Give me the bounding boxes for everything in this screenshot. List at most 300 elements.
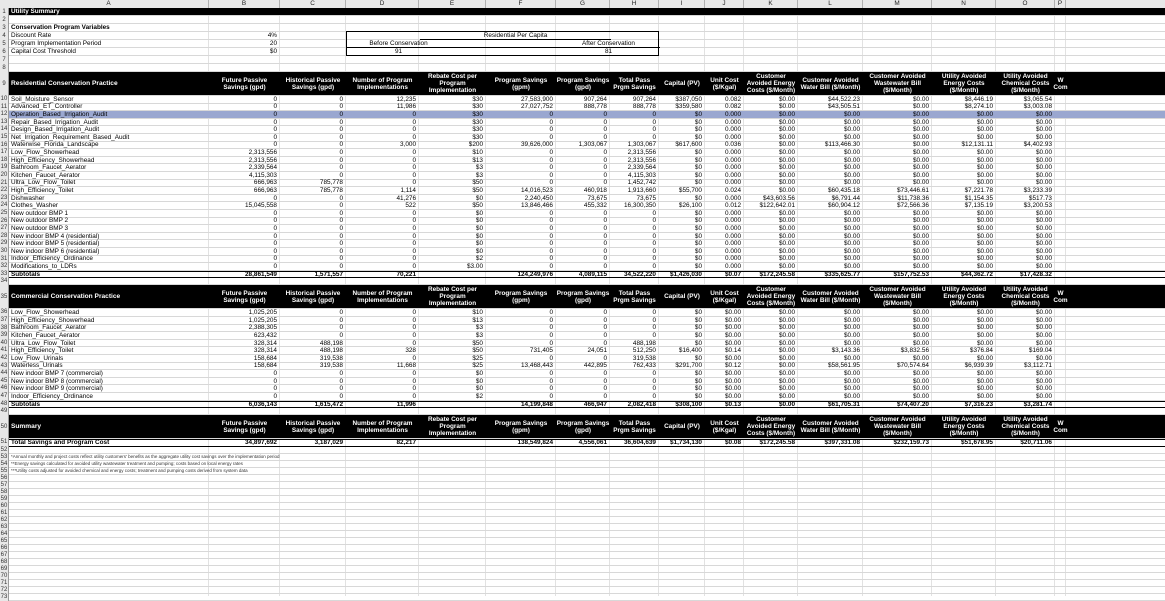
value-cell[interactable]: $0.00	[779, 224, 795, 232]
column-header-l[interactable]: L	[798, 0, 863, 8]
value-cell[interactable]: $0.00	[844, 232, 860, 240]
value-cell[interactable]: $44,362.72	[961, 271, 993, 279]
value-cell[interactable]: $0.00	[1036, 179, 1052, 187]
value-cell[interactable]: 0	[652, 331, 656, 339]
value-cell[interactable]: $1,426,030	[670, 271, 702, 279]
row-number[interactable]: 56	[0, 474, 8, 481]
value-cell[interactable]: $0.00	[977, 339, 993, 347]
value-cell[interactable]: $0	[475, 224, 483, 232]
value-cell[interactable]: $0	[694, 224, 702, 232]
value-cell[interactable]: $0.00	[844, 309, 860, 317]
value-cell[interactable]: 0	[339, 240, 343, 248]
column-header-c[interactable]: C	[280, 0, 346, 8]
value-cell[interactable]: 0	[652, 262, 656, 270]
value-cell[interactable]: $172,245.58	[759, 439, 795, 447]
row-number[interactable]: 23	[0, 194, 8, 201]
practice-name[interactable]: New outdoor BMP 2	[11, 217, 69, 225]
value-cell[interactable]: $0.00	[779, 171, 795, 179]
value-cell[interactable]: 158,684	[253, 354, 277, 362]
value-cell[interactable]: 41,276	[396, 194, 416, 202]
value-cell[interactable]: 0.000	[725, 262, 741, 270]
value-cell[interactable]: 4,556,061	[578, 439, 607, 447]
value-cell[interactable]: 4,115,303	[628, 171, 656, 179]
value-cell[interactable]: 0.000	[725, 171, 741, 179]
value-cell[interactable]: 0	[603, 133, 607, 141]
value-cell[interactable]: 0	[412, 309, 416, 317]
row-number[interactable]: 5	[0, 40, 9, 48]
value-cell[interactable]: $0.00	[779, 179, 795, 187]
row-number[interactable]: 58	[0, 488, 8, 495]
value-cell[interactable]: $11,738.36	[897, 194, 929, 202]
practice-name[interactable]: Indoor_Efficiency_Ordinance	[11, 392, 93, 400]
practice-name[interactable]: New indoor BMP 9 (commercial)	[11, 385, 103, 393]
value-cell[interactable]: 16,300,350	[624, 202, 656, 210]
value-cell[interactable]: $0	[694, 133, 702, 141]
value-cell[interactable]: $0	[475, 217, 483, 225]
row-number[interactable]: 51	[0, 439, 8, 446]
practice-name[interactable]: Low_Flow_Showerhead	[11, 309, 80, 317]
value-cell[interactable]: 0.000	[725, 232, 741, 240]
value-cell[interactable]: $0.00	[779, 164, 795, 172]
value-cell[interactable]: $0.00	[1036, 324, 1052, 332]
value-cell[interactable]: 0	[412, 217, 416, 225]
practice-name[interactable]: New indoor BMP 4 (residential)	[11, 232, 100, 240]
value-cell[interactable]: $0.00	[1036, 148, 1052, 156]
value-cell[interactable]: 0	[273, 194, 277, 202]
value-cell[interactable]: $0.00	[977, 255, 993, 263]
value-cell[interactable]: $60,904.12	[828, 202, 860, 210]
value-cell[interactable]: 0.000	[725, 164, 741, 172]
value-cell[interactable]: 0	[273, 385, 277, 393]
value-cell[interactable]: 73,675	[636, 194, 656, 202]
value-cell[interactable]: $3,143.36	[831, 347, 860, 355]
value-cell[interactable]: $0.00	[1036, 217, 1052, 225]
value-cell[interactable]: 0	[412, 339, 416, 347]
value-cell[interactable]: $0	[694, 164, 702, 172]
value-cell[interactable]: $0.00	[1036, 369, 1052, 377]
value-cell[interactable]: $0.00	[1036, 392, 1052, 400]
row-number[interactable]: 15	[0, 134, 8, 140]
value-cell[interactable]: $0.00	[779, 369, 795, 377]
value-cell[interactable]: 0.000	[725, 126, 741, 134]
value-cell[interactable]: $3,200.53	[1023, 202, 1052, 210]
value-cell[interactable]: $0.00	[779, 110, 795, 118]
row-number[interactable]: 39	[0, 332, 8, 339]
value-cell[interactable]: 0	[603, 217, 607, 225]
value-cell[interactable]: 328,314	[253, 339, 277, 347]
value-cell[interactable]: $0.00	[1036, 377, 1052, 385]
value-cell[interactable]: $0.00	[913, 164, 929, 172]
value-cell[interactable]: 11,996	[396, 400, 416, 408]
row-number[interactable]: 52	[0, 446, 8, 453]
value-cell[interactable]: 328	[405, 347, 416, 355]
row-number[interactable]: 46	[0, 385, 8, 392]
value-cell[interactable]: 785,778	[319, 186, 343, 194]
value-cell[interactable]: 0	[652, 369, 656, 377]
value-cell[interactable]: $0.00	[779, 392, 795, 400]
value-cell[interactable]: $0	[694, 331, 702, 339]
value-cell[interactable]: $0.00	[779, 385, 795, 393]
value-cell[interactable]: $0.00	[725, 331, 741, 339]
value-cell[interactable]: $359,580	[675, 103, 702, 111]
value-cell[interactable]: $0.00	[844, 171, 860, 179]
value-cell[interactable]: 73,675	[587, 194, 607, 202]
value-cell[interactable]: 0	[549, 133, 553, 141]
value-cell[interactable]: 0	[652, 316, 656, 324]
value-cell[interactable]: $50	[472, 339, 483, 347]
value-cell[interactable]: $0.00	[725, 369, 741, 377]
value-cell[interactable]: $0.00	[977, 148, 993, 156]
column-header-e[interactable]: E	[419, 0, 486, 8]
practice-name[interactable]: New indoor BMP 7 (commercial)	[11, 369, 103, 377]
practice-name[interactable]: High_Efficiency_Showerhead	[11, 156, 95, 164]
value-cell[interactable]: $376.84	[969, 347, 993, 355]
value-cell[interactable]: 0	[603, 179, 607, 187]
value-cell[interactable]: 0	[412, 110, 416, 118]
value-cell[interactable]: 0	[339, 392, 343, 400]
value-cell[interactable]: 0	[339, 209, 343, 217]
value-cell[interactable]: $30	[472, 133, 483, 141]
row-number[interactable]: 48	[0, 400, 8, 407]
value-cell[interactable]: 0	[603, 240, 607, 248]
practice-name[interactable]: Waterless_Urinals	[11, 362, 63, 370]
value-cell[interactable]: 0	[603, 156, 607, 164]
value-cell[interactable]: $232,159.73	[893, 439, 929, 447]
value-cell[interactable]: $0.00	[779, 141, 795, 149]
value-cell[interactable]: $0	[694, 262, 702, 270]
value-cell[interactable]: $61,705.31	[828, 400, 860, 408]
value-cell[interactable]: $0.00	[844, 126, 860, 134]
variable-value[interactable]: 20	[269, 40, 277, 47]
value-cell[interactable]: 0.082	[725, 95, 741, 103]
row-number[interactable]: 35	[0, 285, 9, 309]
value-cell[interactable]: 0	[603, 262, 607, 270]
value-cell[interactable]: 0	[339, 126, 343, 134]
value-cell[interactable]: $0	[475, 232, 483, 240]
row-number[interactable]: 2	[0, 16, 9, 24]
value-cell[interactable]: $0.00	[779, 362, 795, 370]
value-cell[interactable]: $0.00	[1036, 171, 1052, 179]
value-cell[interactable]: 1,303,067	[627, 141, 656, 149]
row-number[interactable]: 61	[0, 509, 8, 516]
value-cell[interactable]: $0.00	[725, 316, 741, 324]
value-cell[interactable]: $0.00	[844, 369, 860, 377]
column-header-h[interactable]: H	[610, 0, 659, 8]
value-cell[interactable]: $0	[694, 148, 702, 156]
value-cell[interactable]: 0	[339, 141, 343, 149]
value-cell[interactable]: 666,963	[253, 179, 277, 187]
value-cell[interactable]: 0	[339, 95, 343, 103]
value-cell[interactable]: 0	[549, 232, 553, 240]
value-cell[interactable]: $3	[475, 331, 483, 339]
value-cell[interactable]: $0.00	[913, 309, 929, 317]
value-cell[interactable]: 0	[412, 354, 416, 362]
value-cell[interactable]: $0.00	[1036, 164, 1052, 172]
value-cell[interactable]: 0	[412, 377, 416, 385]
value-cell[interactable]: $0.00	[913, 377, 929, 385]
value-cell[interactable]: $113,466.30	[824, 141, 860, 149]
column-header-g[interactable]: G	[556, 0, 610, 8]
value-cell[interactable]: 138,549,824	[517, 439, 553, 447]
value-cell[interactable]: $0	[475, 247, 483, 255]
value-cell[interactable]: $0	[694, 126, 702, 134]
value-cell[interactable]: 0	[339, 202, 343, 210]
value-cell[interactable]: 0	[603, 171, 607, 179]
value-cell[interactable]: $74,407.20	[897, 400, 929, 408]
value-cell[interactable]: 0	[412, 179, 416, 187]
value-cell[interactable]: $0.00	[844, 224, 860, 232]
value-cell[interactable]: $0	[694, 156, 702, 164]
row-number[interactable]: 41	[0, 347, 8, 354]
value-cell[interactable]: 0	[549, 339, 553, 347]
row-number[interactable]: 43	[0, 362, 8, 369]
value-cell[interactable]: 0	[412, 118, 416, 126]
value-cell[interactable]: 0	[412, 156, 416, 164]
value-cell[interactable]: $0	[475, 209, 483, 217]
value-cell[interactable]: 0	[549, 369, 553, 377]
value-cell[interactable]: 0	[549, 385, 553, 393]
value-cell[interactable]: $0.00	[779, 324, 795, 332]
value-cell[interactable]: 888,778	[583, 103, 607, 111]
row-number[interactable]: 63	[0, 523, 8, 530]
value-cell[interactable]: $3,065.54	[1023, 95, 1052, 103]
value-cell[interactable]: 0	[273, 247, 277, 255]
value-cell[interactable]: 0	[412, 224, 416, 232]
value-cell[interactable]: $0.00	[779, 262, 795, 270]
value-cell[interactable]: $0.00	[977, 118, 993, 126]
value-cell[interactable]: $0.00	[1036, 309, 1052, 317]
value-cell[interactable]: 0	[652, 126, 656, 134]
value-cell[interactable]: 0	[603, 309, 607, 317]
value-cell[interactable]: 0	[412, 247, 416, 255]
value-cell[interactable]: $0.00	[913, 126, 929, 134]
value-cell[interactable]: $0.00	[844, 110, 860, 118]
value-cell[interactable]: 0	[273, 118, 277, 126]
value-cell[interactable]: $3	[475, 171, 483, 179]
value-cell[interactable]: $44,522.23	[828, 95, 860, 103]
value-cell[interactable]: $0.00	[977, 240, 993, 248]
value-cell[interactable]: 0	[273, 110, 277, 118]
row-number[interactable]: 66	[0, 544, 8, 551]
value-cell[interactable]: 0	[412, 255, 416, 263]
value-cell[interactable]: 0	[652, 110, 656, 118]
value-cell[interactable]: $0.00	[779, 255, 795, 263]
value-cell[interactable]: $0.08	[725, 439, 741, 447]
value-cell[interactable]: $0.00	[913, 369, 929, 377]
value-cell[interactable]: 0	[603, 148, 607, 156]
value-cell[interactable]: 0	[339, 324, 343, 332]
row-number[interactable]: 28	[0, 232, 8, 239]
value-cell[interactable]: 0	[339, 148, 343, 156]
value-cell[interactable]: $0.00	[977, 369, 993, 377]
value-cell[interactable]: $0.00	[977, 126, 993, 134]
row-number[interactable]: 3	[0, 24, 9, 32]
value-cell[interactable]: 0	[603, 392, 607, 400]
value-cell[interactable]: $0.00	[913, 331, 929, 339]
value-cell[interactable]: 328,314	[253, 347, 277, 355]
value-cell[interactable]: $0.00	[977, 331, 993, 339]
column-header-f[interactable]: F	[486, 0, 556, 8]
row-number[interactable]: 33	[0, 270, 8, 277]
row-number[interactable]: 29	[0, 240, 8, 247]
value-cell[interactable]: 34,522,220	[624, 271, 656, 279]
value-cell[interactable]: $3,003.08	[1023, 103, 1052, 111]
value-cell[interactable]: $0.00	[1036, 110, 1052, 118]
value-cell[interactable]: $0.00	[844, 354, 860, 362]
practice-name[interactable]: Dishwasher	[11, 194, 45, 202]
value-cell[interactable]: 0	[273, 133, 277, 141]
value-cell[interactable]: 0	[339, 110, 343, 118]
value-cell[interactable]: $30	[472, 126, 483, 134]
column-header-p[interactable]: P	[1055, 0, 1066, 8]
row-number[interactable]: 12	[0, 111, 8, 118]
value-cell[interactable]: 0.000	[725, 156, 741, 164]
value-cell[interactable]: $0.00	[913, 133, 929, 141]
row-number[interactable]: 49	[0, 408, 8, 415]
value-cell[interactable]: 34,897,692	[245, 439, 277, 447]
value-cell[interactable]: 0	[603, 316, 607, 324]
value-cell[interactable]: 0	[549, 179, 553, 187]
value-cell[interactable]: $0.00	[779, 95, 795, 103]
value-cell[interactable]: 0	[339, 133, 343, 141]
value-cell[interactable]: $0.00	[844, 331, 860, 339]
value-cell[interactable]: 11,986	[396, 103, 416, 111]
row-number[interactable]: 73	[0, 593, 8, 600]
value-cell[interactable]: $0.00	[913, 217, 929, 225]
practice-name[interactable]: Design_Based_Irrigation_Audit	[11, 126, 100, 134]
value-cell[interactable]	[419, 272, 486, 278]
value-cell[interactable]: 0	[603, 255, 607, 263]
value-cell[interactable]: $308,100	[675, 400, 702, 408]
value-cell[interactable]: 0	[652, 240, 656, 248]
value-cell[interactable]: 27,027,752	[521, 103, 553, 111]
value-cell[interactable]: 0	[339, 156, 343, 164]
value-cell[interactable]: 466,947	[583, 400, 607, 408]
value-cell[interactable]: $0.00	[913, 339, 929, 347]
value-cell[interactable]: $0.00	[779, 156, 795, 164]
value-cell[interactable]: $0.00	[913, 232, 929, 240]
value-cell[interactable]: $20,711.06	[1020, 439, 1052, 447]
value-cell[interactable]: $0	[694, 354, 702, 362]
practice-name[interactable]: New outdoor BMP 3	[11, 224, 69, 232]
value-cell[interactable]: 0	[412, 209, 416, 217]
value-cell[interactable]: $0	[694, 232, 702, 240]
column-header-a[interactable]: A	[9, 0, 209, 8]
value-cell[interactable]: $1,734,130	[670, 439, 702, 447]
value-cell[interactable]: $0.00	[725, 339, 741, 347]
value-cell[interactable]: 0	[549, 118, 553, 126]
value-cell[interactable]: 39,626,000	[521, 141, 553, 149]
value-cell[interactable]: 158,684	[253, 362, 277, 370]
value-cell[interactable]: $0	[694, 324, 702, 332]
row-number[interactable]: 62	[0, 516, 8, 523]
value-cell[interactable]: $0.00	[977, 385, 993, 393]
value-cell[interactable]: $0.00	[913, 240, 929, 248]
value-cell[interactable]: $60,435.18	[828, 186, 860, 194]
value-cell[interactable]: 0	[549, 331, 553, 339]
value-cell[interactable]: 731,405	[529, 347, 553, 355]
value-cell[interactable]: $3.00	[467, 262, 483, 270]
value-cell[interactable]: 522	[405, 202, 416, 210]
row-number[interactable]: 36	[0, 309, 8, 316]
column-header-d[interactable]: D	[346, 0, 419, 8]
value-cell[interactable]: 0	[549, 255, 553, 263]
value-cell[interactable]: 888,778	[632, 103, 656, 111]
practice-name[interactable]: Kitchen_Faucet_Aerator	[11, 331, 80, 339]
value-cell[interactable]: 0	[339, 103, 343, 111]
value-cell[interactable]: 1,114	[400, 186, 416, 194]
row-number[interactable]: 1	[0, 8, 9, 16]
value-cell[interactable]: 0	[549, 164, 553, 172]
value-cell[interactable]: $335,625.77	[824, 271, 860, 279]
value-cell[interactable]: 12,235	[396, 95, 416, 103]
value-cell[interactable]: 70,221	[396, 271, 416, 279]
practice-name[interactable]: Net_Irrigation_Requirement_Based_Audit	[11, 133, 130, 141]
value-cell[interactable]: $0	[694, 240, 702, 248]
value-cell[interactable]: $30	[472, 95, 483, 103]
value-cell[interactable]: 0	[549, 377, 553, 385]
value-cell[interactable]: $7,316.23	[964, 400, 993, 408]
value-cell[interactable]: $0.00	[1036, 262, 1052, 270]
value-cell[interactable]: 0	[549, 209, 553, 217]
value-cell[interactable]: 14,016,523	[521, 186, 553, 194]
row-number[interactable]: 42	[0, 355, 8, 361]
value-cell[interactable]: $0	[475, 194, 483, 202]
value-cell[interactable]: 460,918	[583, 186, 607, 194]
value-cell[interactable]: 0.000	[725, 209, 741, 217]
value-cell[interactable]: 0.012	[725, 202, 741, 210]
value-cell[interactable]: 0	[273, 377, 277, 385]
value-cell[interactable]: 2,339,564	[248, 164, 277, 172]
practice-name[interactable]: High_Efficiency_Showerhead	[11, 316, 95, 324]
value-cell[interactable]: $0	[694, 255, 702, 263]
value-cell[interactable]: $0.00	[779, 186, 795, 194]
value-cell[interactable]: $0.07	[725, 271, 741, 279]
column-header-i[interactable]: I	[659, 0, 705, 8]
row-number[interactable]: 9	[0, 72, 9, 96]
value-cell[interactable]: 11,668	[396, 362, 416, 370]
value-cell[interactable]: $172,245.58	[759, 271, 795, 279]
value-cell[interactable]: $0.00	[977, 209, 993, 217]
value-cell[interactable]: $617,600	[675, 141, 702, 149]
practice-name[interactable]: New indoor BMP 6 (residential)	[11, 247, 100, 255]
value-cell[interactable]: 0	[412, 324, 416, 332]
value-cell[interactable]: $0.00	[977, 164, 993, 172]
row-number[interactable]: 64	[0, 530, 8, 537]
value-cell[interactable]: $0.00	[977, 224, 993, 232]
value-cell[interactable]: 0	[549, 224, 553, 232]
value-cell[interactable]: $2	[475, 255, 483, 263]
row-number[interactable]: 65	[0, 537, 8, 544]
value-cell[interactable]: 0	[549, 240, 553, 248]
value-cell[interactable]: 0.036	[725, 141, 741, 149]
value-cell[interactable]: $0	[694, 209, 702, 217]
value-cell[interactable]: 0	[412, 331, 416, 339]
value-cell[interactable]: $0.00	[725, 309, 741, 317]
value-cell[interactable]: 0	[273, 141, 277, 149]
value-cell[interactable]: $0.00	[977, 179, 993, 187]
value-cell[interactable]: 0	[652, 392, 656, 400]
value-cell[interactable]: $0.00	[779, 309, 795, 317]
value-cell[interactable]: $73,446.61	[897, 186, 929, 194]
value-cell[interactable]: $0.00	[1036, 232, 1052, 240]
value-cell[interactable]: 907,264	[632, 95, 656, 103]
value-cell[interactable]: 2,339,564	[627, 164, 656, 172]
value-cell[interactable]: 0	[273, 95, 277, 103]
value-cell[interactable]: $0.00	[844, 385, 860, 393]
value-cell[interactable]: 0	[339, 369, 343, 377]
row-number[interactable]: 20	[0, 172, 8, 178]
